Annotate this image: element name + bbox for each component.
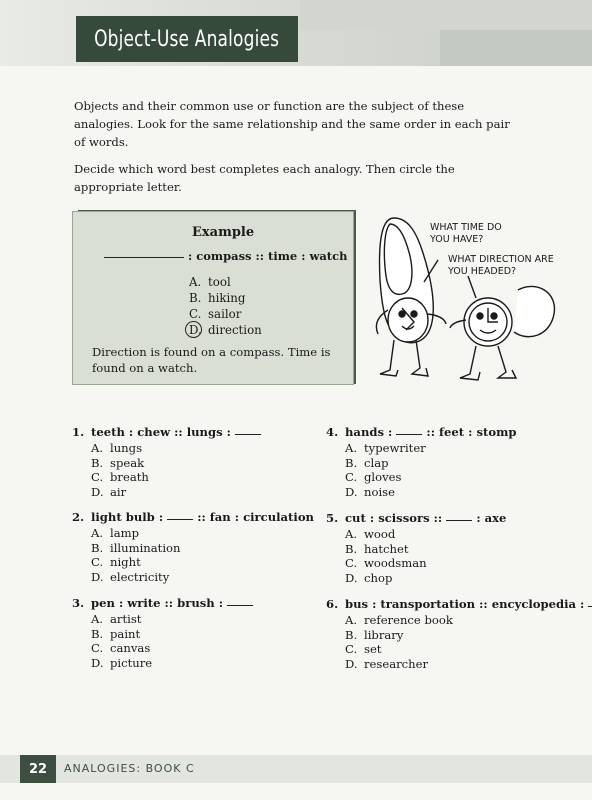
answer-blank — [227, 605, 253, 606]
answer-blank — [396, 434, 422, 435]
option-text: woodsman — [364, 556, 427, 571]
option-letter — [189, 322, 208, 338]
option-letter: D. — [91, 655, 104, 670]
option[interactable] — [91, 555, 314, 570]
example-stem — [104, 249, 347, 263]
option[interactable] — [345, 642, 592, 657]
example-option — [189, 306, 262, 322]
option[interactable] — [345, 485, 516, 500]
example-stem-text: : compass :: time : watch — [188, 249, 348, 263]
option-letter: D. — [91, 569, 104, 584]
option-text: chop — [364, 570, 393, 585]
book-title: ANALOGIES: BOOK C — [64, 762, 195, 775]
header-band-block — [300, 0, 592, 30]
question-3 — [72, 596, 253, 670]
option-text: wood — [364, 527, 396, 541]
option-text: night — [110, 555, 141, 570]
option-letter: C. — [345, 470, 358, 485]
speech-bubble-text: YOU HEADED? — [448, 266, 517, 277]
option[interactable] — [91, 541, 314, 556]
option-letter: B. — [91, 455, 104, 470]
option-text: tool — [208, 275, 231, 289]
option-letter: B. — [189, 291, 202, 305]
answer-blank — [167, 519, 193, 520]
example-options — [189, 274, 262, 338]
speech-bubble-text: YOU HAVE? — [430, 234, 484, 245]
option-letter: A. — [345, 527, 358, 541]
option-text: sailor — [208, 307, 242, 321]
question-5 — [326, 511, 506, 585]
instructions-paragraph: Decide which word best completes each analogy. Then circle the appropriate letter. — [74, 162, 455, 194]
option-letter: C. — [345, 642, 358, 657]
option-letter: C. — [189, 307, 202, 321]
question-stem: :: fan : circulation — [197, 510, 314, 524]
option-text: speak — [110, 455, 145, 470]
option-text: artist — [110, 612, 142, 626]
option-text: paint — [110, 626, 141, 641]
option-text: typewriter — [364, 441, 426, 455]
option-text: air — [110, 484, 127, 499]
option-letter: D. — [345, 484, 358, 499]
option[interactable] — [91, 456, 261, 471]
question-stem: pen : write :: brush : — [91, 596, 224, 610]
option-text: canvas — [110, 641, 151, 656]
page-number: 22 — [20, 755, 56, 783]
option[interactable] — [91, 641, 253, 656]
example-option — [189, 274, 262, 290]
question-number: 1. — [72, 425, 85, 439]
option-letter: C. — [91, 470, 104, 485]
option-letter: A. — [345, 441, 358, 455]
option[interactable] — [345, 628, 592, 643]
speech-bubble-text: WHAT DIRECTION ARE — [448, 254, 554, 265]
question-4 — [326, 425, 516, 499]
option-letter: A. — [189, 275, 202, 289]
option-letter: C. — [345, 556, 358, 571]
option-text: clap — [364, 455, 389, 470]
option-letter: A. — [345, 613, 358, 627]
answer-blank — [235, 434, 261, 435]
option[interactable] — [91, 570, 314, 585]
option[interactable] — [91, 485, 261, 500]
answer-blank — [104, 257, 184, 258]
instructions — [74, 97, 514, 205]
option-letter: D. — [345, 570, 358, 585]
option-text: researcher — [364, 656, 429, 671]
option-letter: A. — [91, 612, 104, 626]
question-stem: cut : scissors :: — [345, 511, 443, 525]
option-text: illumination — [110, 540, 181, 555]
compass-watch-cartoon — [368, 210, 568, 390]
option[interactable] — [345, 441, 516, 456]
option-text: noise — [364, 484, 395, 499]
option-letter: D. — [345, 656, 358, 671]
page-title-box — [76, 16, 298, 62]
option-letter: B. — [345, 541, 358, 556]
option-letter: B. — [91, 626, 104, 641]
option[interactable] — [345, 527, 506, 542]
question-stem: teeth : chew :: lungs : — [91, 425, 231, 439]
question-number: 4. — [326, 425, 339, 439]
option-text: hiking — [208, 291, 246, 305]
question-stem: :: feet : stomp — [426, 425, 517, 439]
option-text: reference book — [364, 613, 453, 627]
option-letter: C. — [91, 641, 104, 656]
question-stem: hands : — [345, 425, 393, 439]
option-text: picture — [110, 655, 153, 670]
question-number: 5. — [326, 511, 339, 525]
example-title: Example — [192, 225, 255, 240]
option-text: breath — [110, 470, 149, 485]
option[interactable] — [345, 542, 506, 557]
option[interactable] — [345, 613, 592, 628]
option-letter: A. — [91, 441, 104, 455]
answer-blank — [446, 520, 472, 521]
instructions-paragraph: Objects and their common use or function are the subject of these analogies. Look for the same relationship and the same order in each pair of words. — [74, 99, 510, 149]
option[interactable] — [345, 571, 506, 586]
option-letter: B. — [345, 455, 358, 470]
example-option — [189, 290, 262, 306]
question-2 — [72, 510, 314, 584]
option[interactable] — [345, 456, 516, 471]
option[interactable] — [91, 526, 314, 541]
option[interactable] — [91, 612, 253, 627]
option[interactable] — [345, 657, 592, 672]
option-letter: A. — [91, 526, 104, 540]
question-stem: light bulb : — [91, 510, 164, 524]
option[interactable] — [91, 441, 261, 456]
question-1 — [72, 425, 261, 499]
header-band-block — [440, 30, 592, 66]
option-letter: B. — [91, 540, 104, 555]
option-letter: D. — [91, 484, 104, 499]
question-number: 6. — [326, 597, 339, 611]
option-text: electricity — [110, 569, 170, 584]
option[interactable] — [91, 470, 261, 485]
page-title: Object-Use Analogies — [94, 26, 280, 52]
option[interactable] — [345, 556, 506, 571]
example-explanation: Direction is found on a compass. Time is found on a watch. — [92, 345, 331, 375]
question-stem: bus : transportation :: encyclopedia : — [345, 597, 585, 611]
option[interactable] — [91, 656, 253, 671]
option-text: hatchet — [364, 541, 409, 556]
option-text: lungs — [110, 441, 143, 455]
question-number: 2. — [72, 510, 85, 524]
option[interactable] — [345, 470, 516, 485]
option-text: set — [364, 642, 382, 657]
speech-bubble-text: WHAT TIME DO — [430, 222, 502, 233]
option-text: library — [364, 627, 404, 642]
answer-circle: D. — [189, 323, 202, 337]
option-text: lamp — [110, 526, 140, 540]
option-text: gloves — [364, 470, 402, 485]
option-letter: B. — [345, 627, 358, 642]
option[interactable] — [91, 627, 253, 642]
option-letter: C. — [91, 555, 104, 570]
question-stem: : axe — [476, 511, 507, 525]
example-option-circled — [189, 322, 262, 338]
question-number: 3. — [72, 596, 85, 610]
option-text: direction — [208, 323, 262, 337]
question-6 — [326, 597, 592, 671]
answer-blank — [588, 606, 592, 607]
